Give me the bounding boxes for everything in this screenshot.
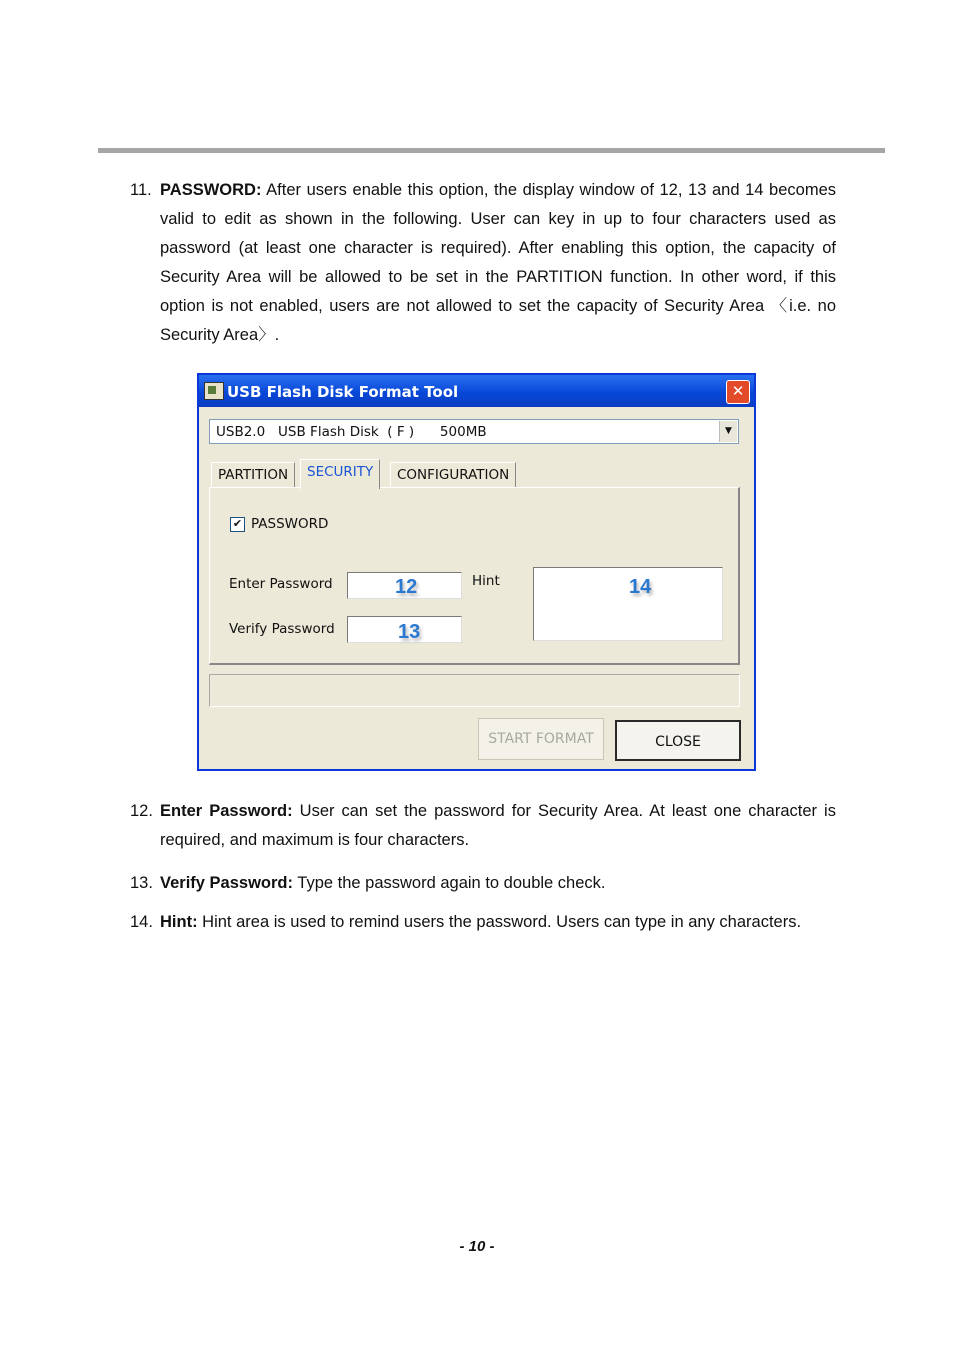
tab-partition[interactable]: PARTITION — [211, 462, 295, 488]
item-term: PASSWORD: — [160, 181, 262, 199]
list-item-12 — [130, 797, 836, 855]
dropdown-arrow-icon[interactable]: ▼ — [719, 421, 737, 442]
item-number: 12. — [130, 802, 153, 820]
format-tool-dialog — [197, 373, 756, 771]
hint-textarea[interactable] — [533, 567, 723, 641]
item-term: Hint: — [160, 913, 198, 931]
device-select-value: USB2.0 USB Flash Disk ( F ) 500MB — [216, 424, 487, 440]
item-text: User can set the password for Security Area. At least one character is required, and maximum is four characters. — [160, 802, 836, 849]
marker-12: 12 — [395, 576, 418, 598]
item-term: Verify Password: — [160, 874, 293, 892]
password-checkbox[interactable]: ✔ — [230, 517, 245, 532]
password-checkbox-label: PASSWORD — [251, 516, 329, 532]
hint-label: Hint — [472, 573, 500, 589]
marker-14: 14 — [629, 576, 652, 598]
page-number: - 10 - — [459, 1238, 495, 1255]
header-rule — [98, 148, 885, 153]
dialog-title: USB Flash Disk Format Tool — [227, 383, 459, 401]
close-icon[interactable]: ✕ — [726, 380, 750, 404]
device-select[interactable] — [209, 419, 739, 444]
close-button[interactable]: CLOSE — [615, 720, 741, 761]
item-number: 13. — [130, 874, 153, 892]
list-item-11 — [130, 176, 836, 350]
verify-password-label: Verify Password — [229, 621, 335, 637]
enter-password-label: Enter Password — [229, 576, 333, 592]
item-term: Enter Password: — [160, 802, 293, 820]
start-format-button[interactable]: START FORMAT — [478, 718, 604, 760]
marker-13: 13 — [398, 621, 421, 643]
tab-security[interactable]: SECURITY — [300, 459, 380, 489]
item-number: 11. — [130, 181, 152, 199]
title-bar — [199, 375, 754, 407]
item-text: Type the password again to double check. — [297, 874, 606, 892]
list-item-13 — [130, 869, 836, 898]
app-icon — [204, 382, 224, 400]
tab-configuration[interactable]: CONFIGURATION — [390, 462, 516, 488]
status-bar — [209, 674, 740, 707]
item-text: After users enable this option, the display window of 12, 13 and 14 becomes valid to edit as shown in the following. User can key in up to four characters used as password (at least one character is required). After enabling this option, the capacity of Security Area will be allowed to be set in the PARTITION function. In other word, if this option is not enabled, users are not allowed to set the capacity of Security Area 〈i.e. no Security Area〉. — [160, 181, 836, 344]
item-number: 14. — [130, 913, 153, 931]
item-text: Hint area is used to remind users the password. Users can type in any characters. — [202, 913, 802, 931]
list-item-14 — [130, 908, 836, 937]
